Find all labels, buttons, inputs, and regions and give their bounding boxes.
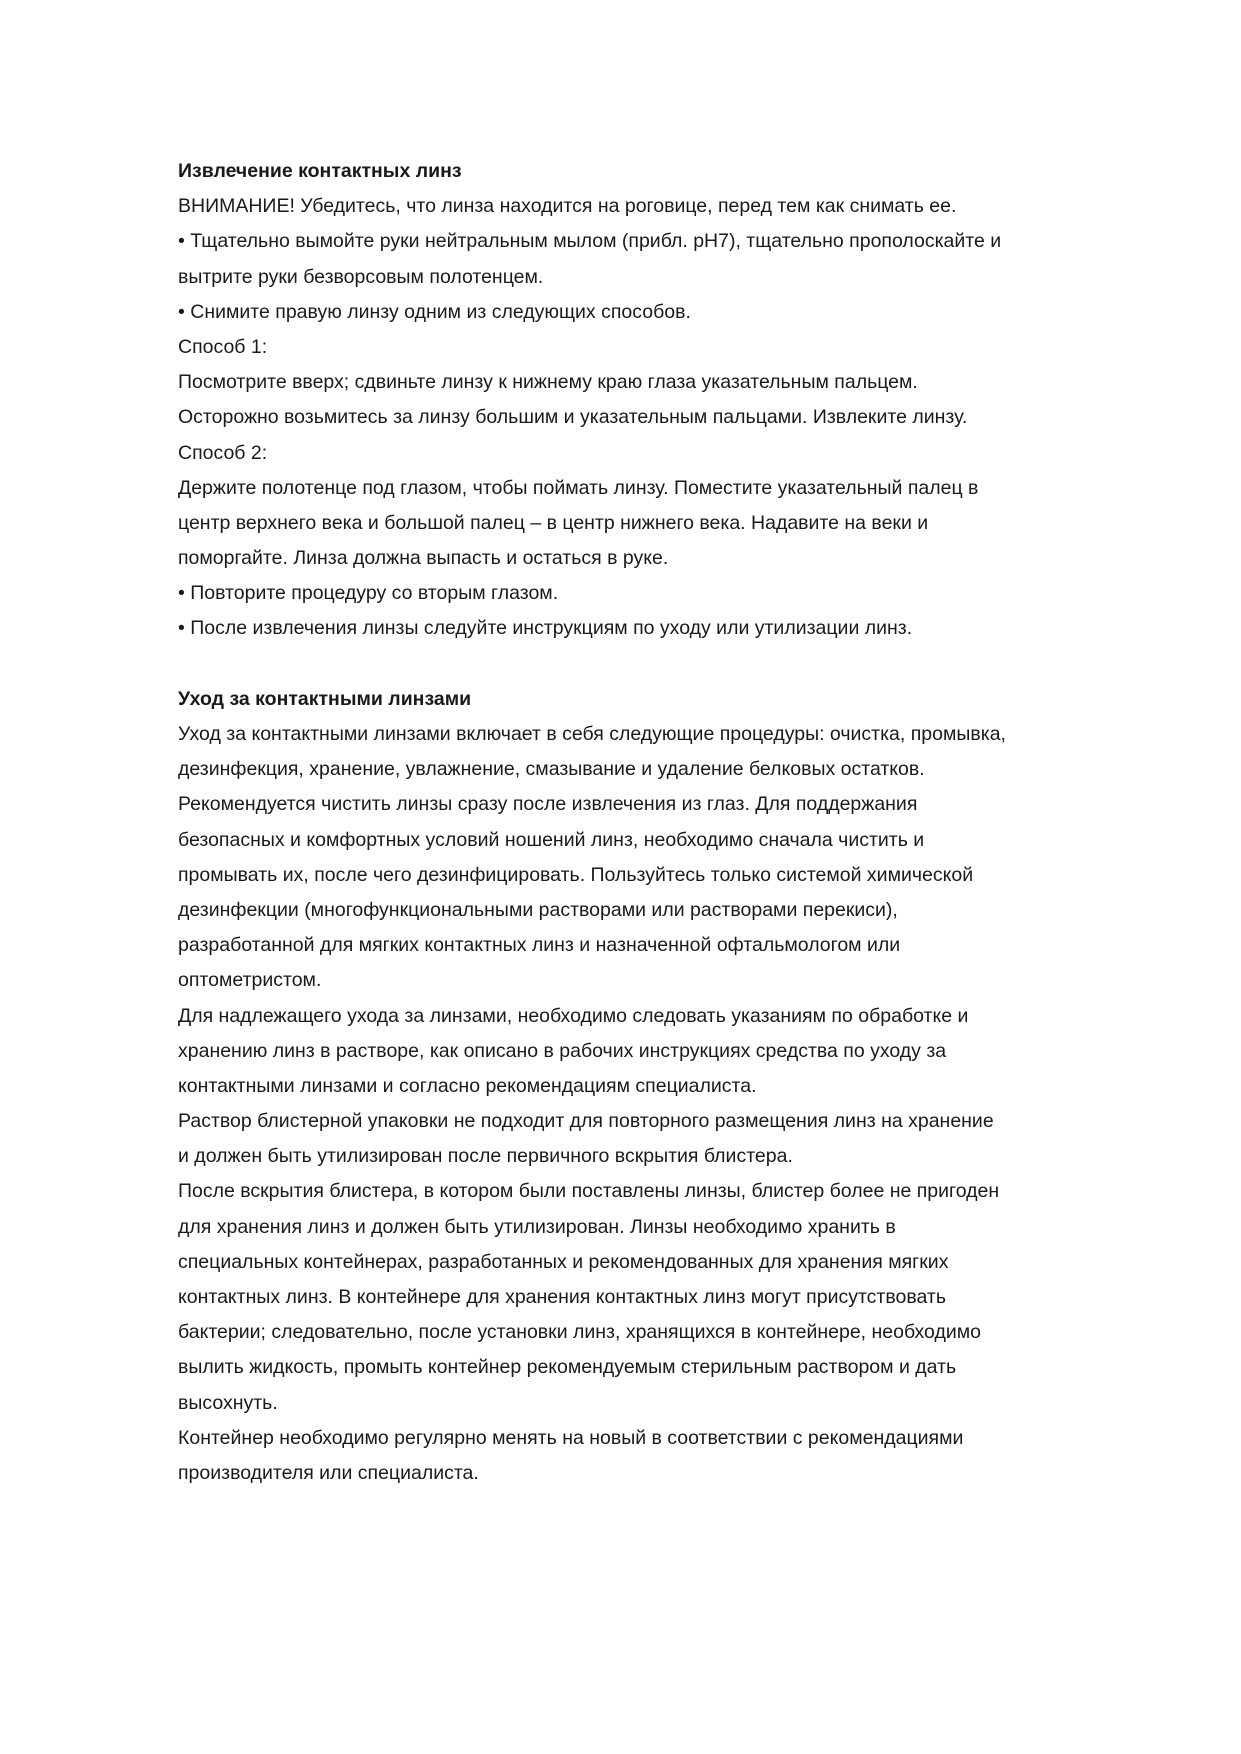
paragraph-line: ВНИМАНИЕ! Убедитесь, что линза находится на роговице, перед тем как снимать ее.: [178, 195, 957, 218]
paragraph-line: промывать их, после чего дезинфицировать. Пользуйтесь только системой химической: [178, 863, 974, 886]
paragraph-line: Рекомендуется чистить линзы сразу после извлечения из глаз. Для поддержания: [178, 793, 918, 816]
paragraph-line: • После извлечения линзы следуйте инструкциям по уходу или утилизации линз.: [178, 617, 913, 640]
paragraph-line: вылить жидкость, промыть контейнер рекомендуемым стерильным раствором и дать: [178, 1356, 957, 1379]
paragraph-line: безопасных и комфортных условий ношений линз, необходимо сначала чистить и: [178, 828, 925, 851]
section-lens-care: [178, 682, 1178, 1491]
paragraph-line: Контейнер необходимо регулярно менять на новый в соответствии с рекомендациями: [178, 1426, 964, 1449]
paragraph-line: центр верхнего века и большой палец – в центр нижнего века. Надавите на веки и: [178, 511, 929, 534]
section-heading-lens-removal: Извлечение контактных линз: [178, 160, 462, 182]
document-body: [178, 154, 1178, 1491]
paragraph-line: • Повторите процедуру со вторым глазом.: [178, 582, 559, 605]
paragraph-line: Для надлежащего ухода за линзами, необходимо следовать указаниям по обработке и: [178, 1004, 969, 1027]
paragraph-line: и должен быть утилизирован после первичного вскрытия блистера.: [178, 1145, 793, 1168]
paragraph-line: поморгайте. Линза должна выпасть и остаться в руке.: [178, 547, 669, 570]
paragraph-line: оптометристом.: [178, 969, 322, 992]
section-spacer: [178, 647, 1178, 682]
paragraph-line: контактных линз. В контейнере для хранения контактных линз могут присутствовать: [178, 1286, 946, 1308]
paragraph-line: бактерии; следовательно, после установки линз, хранящихся в контейнере, необходимо: [178, 1321, 981, 1344]
paragraph-line: вытрите руки безворсовым полотенцем.: [178, 265, 544, 288]
paragraph-line: разработанной для мягких контактных линз и назначенной офтальмологом или: [178, 934, 901, 957]
paragraph-line: производителя или специалиста.: [178, 1461, 479, 1484]
paragraph-line: Осторожно возьмитесь за линзу большим и указательным пальцами. Извлеките линзу.: [178, 406, 968, 429]
paragraph-line: Держите полотенце под глазом, чтобы поймать линзу. Поместите указательный палец в: [178, 476, 979, 499]
paragraph-line: контактными линзами и согласно рекомендациям специалиста.: [178, 1074, 757, 1097]
paragraph-line: специальных контейнерах, разработанных и рекомендованных для хранения мягких: [178, 1250, 949, 1273]
paragraph-line: дезинфекции (многофункциональными растворами или растворами перекиси),: [178, 898, 898, 921]
paragraph-line: для хранения линз и должен быть утилизирован. Линзы необходимо хранить в: [178, 1215, 896, 1238]
section-lens-removal: [178, 154, 1178, 647]
paragraph-line: Способ 1:: [178, 335, 268, 358]
paragraph-line: • Снимите правую линзу одним из следующих способов.: [178, 300, 691, 323]
paragraph-line: После вскрытия блистера, в котором были поставлены линзы, блистер более не пригоден: [178, 1180, 1000, 1203]
paragraph-line: Способ 2:: [178, 441, 268, 464]
paragraph-line: Посмотрите вверх; сдвиньте линзу к нижнему краю глаза указательным пальцем.: [178, 371, 918, 394]
section-heading-lens-care: Уход за контактными линзами: [178, 687, 472, 710]
paragraph-line: • Тщательно вымойте руки нейтральным мылом (прибл. pH7), тщательно прополоскайте и: [178, 230, 1002, 253]
paragraph-line: высохнуть.: [178, 1391, 278, 1414]
paragraph-line: хранению линз в растворе, как описано в рабочих инструкциях средства по уходу за: [178, 1039, 947, 1062]
paragraph-line: Уход за контактными линзами включает в себя следующие процедуры: очистка, промывка,: [178, 723, 1006, 745]
paragraph-line: Раствор блистерной упаковки не подходит для повторного размещения линз на хранение: [178, 1110, 994, 1133]
paragraph-line: дезинфекция, хранение, увлажнение, смазывание и удаление белковых остатков.: [178, 758, 925, 781]
